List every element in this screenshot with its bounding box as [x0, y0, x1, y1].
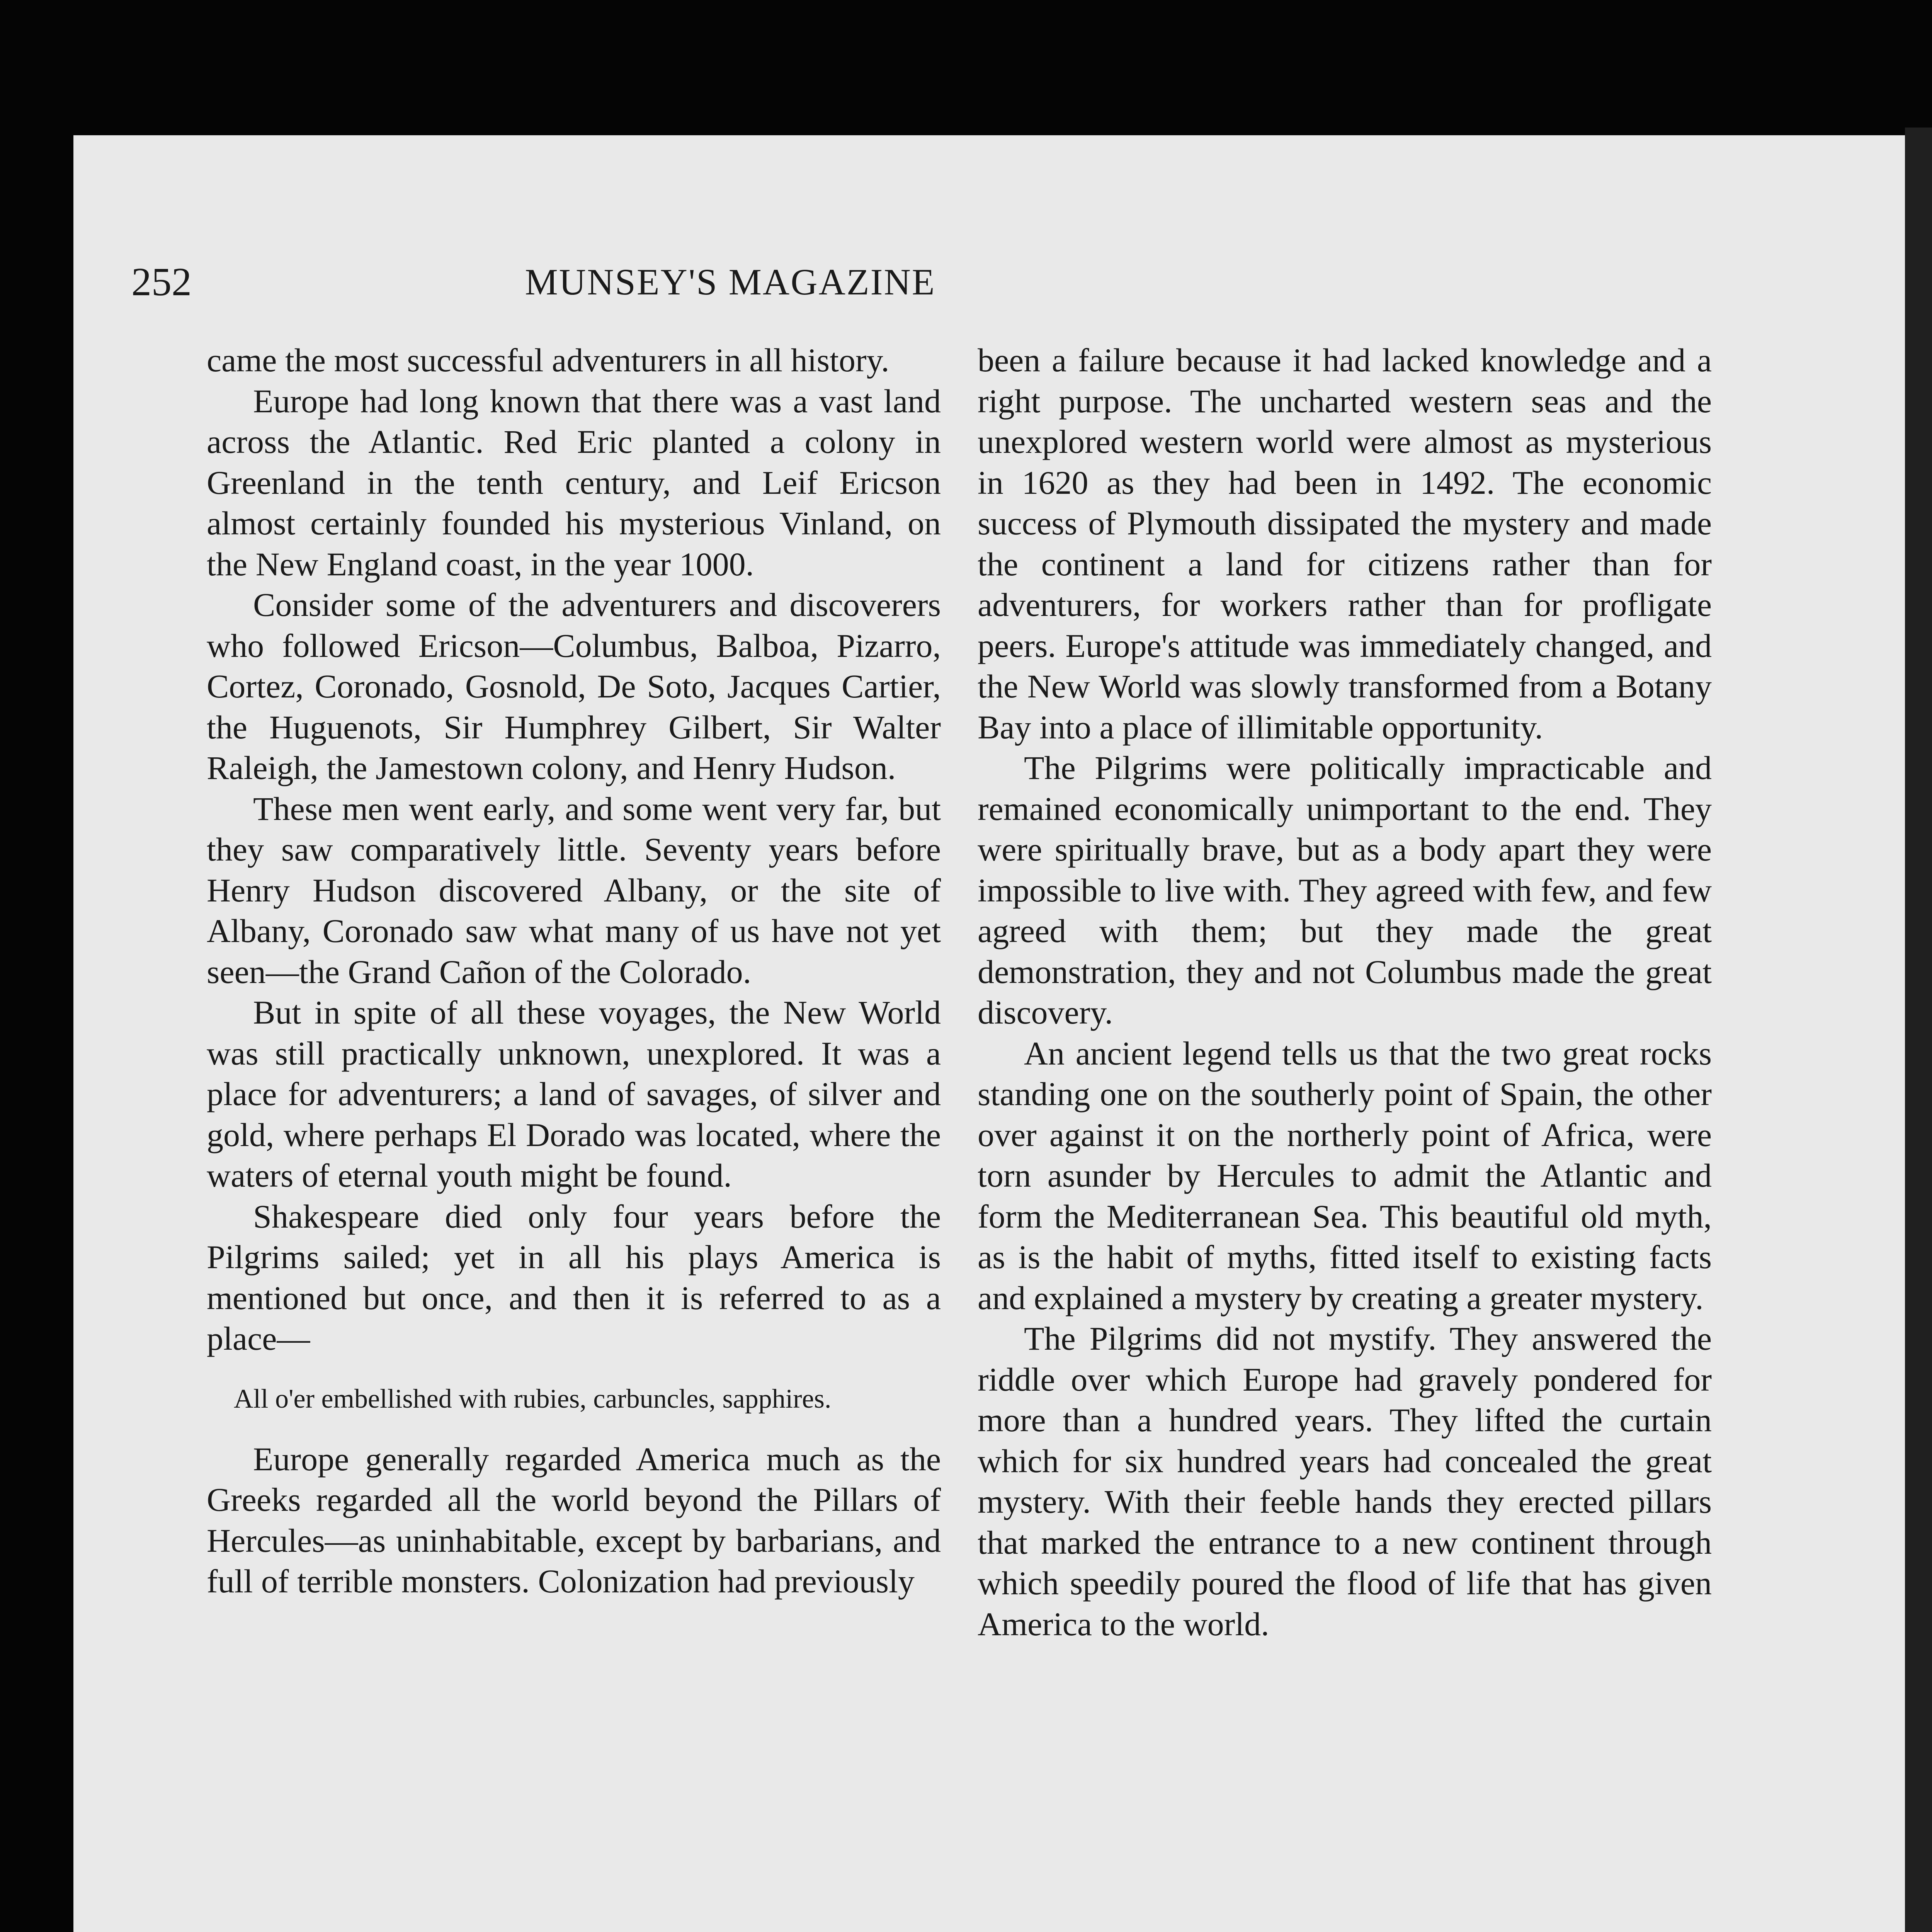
page-number: 252 [131, 260, 192, 304]
paragraph: The Pilgrims did not mystify. They answered the riddle over which Europe had gravely pondered for more than a hundred years. They lifted the curtain which for six hundred years had concealed the great mystery. With their feeble hands they erected pillars that marked the entrance to a new continent through which speedily poured the flood of life that has given America to the world. [978, 1320, 1712, 1643]
paragraph: The Pilgrims were politically impracticable and remained economically unimportant to the end. They were spiritually brave, but as a body apart they were impossible to live with. They agreed with few, and few agreed with them; but they made the great demonstration, they and not Columbus made the great discovery. [978, 749, 1712, 1031]
paragraph: came the most successful adventurers in all history. [207, 342, 889, 379]
running-title: MUNSEY'S MAGAZINE [525, 261, 936, 303]
paragraph: Consider some of the adventurers and discoverers who followed Ericson—Columbus, Balboa, Pizarro, Cortez, Coronado, Gosnold, De Soto, Jacques Cartier, the Huguenots, Sir Humphrey Gilbert, Sir Walter Raleigh, the Jamestown colony, and Henry Hudson. [207, 586, 941, 786]
paragraph: An ancient legend tells us that the two great rocks standing one on the southerly point of Spain, the other over against it on the northerly point of Africa, were torn asunder by Hercules to admit the Atlantic and form the Mediterranean Sea. This beautiful old myth, as is the habit of myths, fitted itself to existing facts and explained a mystery by creating a greater mystery. [978, 1034, 1712, 1316]
paragraph: Europe generally regarded America much as the Greeks regarded all the world beyond the Pillars of Hercules—as uninhabitable, except by barbarians, and full of terrible monsters. Colonization had previously [207, 1440, 941, 1600]
page-gutter [1905, 128, 1932, 1932]
paragraph: been a failure because it had lacked knowledge and a right purpose. The uncharted western seas and the unexplored western world were almost as mysterious in 1620 as they had been in 1492. The economic success of Plymouth dissipated the mystery and made the continent a land for citizens rather than for adventurers, for workers rather than for profligate peers. Europe's attitude was immediately changed, and the New World was slowly transformed from a Botany Bay into a place of illimitable opportunity. [978, 342, 1712, 746]
paragraph: Europe had long known that there was a vast land across the Atlantic. Red Eric planted a colony in Greenland in the tenth century, and Leif Ericson almost certainly founded his mysterious Vinland, on the New England coast, in the year 1000. [207, 382, 941, 583]
paragraph: Shakespeare died only four years before the Pilgrims sailed; yet in all his plays America is mentioned but once, and then it is referred to as a place— [207, 1197, 941, 1357]
right-column [978, 340, 1712, 1645]
left-column [207, 340, 941, 1602]
page-header [131, 255, 1190, 317]
paragraph: These men went early, and some went very far, but they saw comparatively little. Seventy years before Henry Hudson discovered Albany, or the site of Albany, Coronado saw what many of us have not yet seen—the Grand Cañon of the Colorado. [207, 790, 941, 990]
block-quote: All o'er embellished with rubies, carbuncles, sapphires. [234, 1384, 832, 1414]
paragraph: But in spite of all these voyages, the New World was still practically unknown, unexplored. It was a place for adventurers; a land of savages, of silver and gold, where perhaps El Dorado was located, where the waters of eternal youth might be found. [207, 994, 941, 1194]
